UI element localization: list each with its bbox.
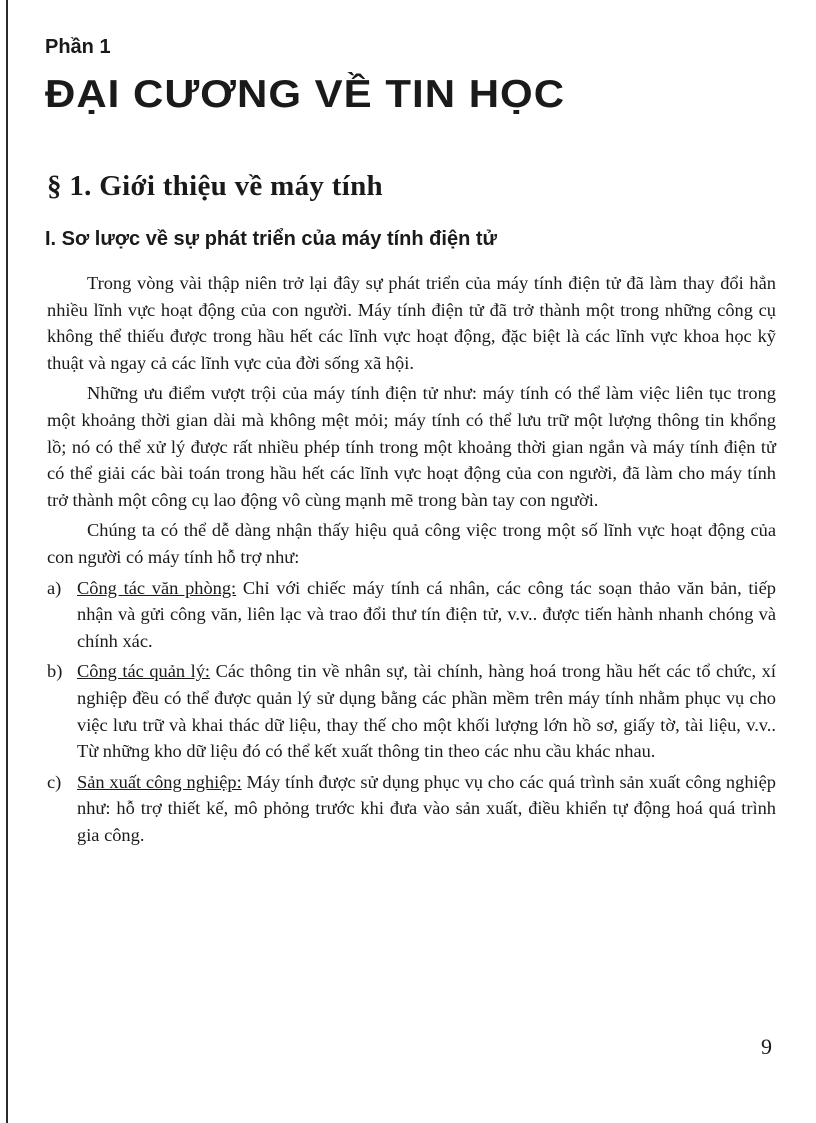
section-title: § 1. Giới thiệu về máy tính [47, 170, 383, 202]
page-number: 9 [761, 1034, 772, 1059]
list-text: Chỉ với chiếc máy tính cá nhân, các công tác soạn thảo văn bản, tiếp nhận và gửi công văn, liên lạc và trao đổi thư tín điện tử, v.v.. được tiến hành nhanh chóng và chính xác. [77, 577, 776, 651]
subsection-title: I. Sơ lược về sự phát triển của máy tính điện tử [45, 228, 497, 250]
chapter-title: ĐẠI CƯƠNG VỀ TIN HỌC [45, 72, 566, 116]
list-item-office-work [47, 575, 776, 655]
paragraph-applications: Chúng ta có thể dễ dàng nhận thấy hiệu quả công việc trong một số lĩnh vực hoạt động của con người có máy tính hỗ trợ như: [47, 520, 776, 567]
list-item-management [47, 658, 776, 764]
list-term: Sản xuất công nghiệp: [77, 771, 242, 792]
list-text: Các thông tin về nhân sự, tài chính, hàng hoá trong hầu hết các tổ chức, xí nghiệp đều có thể được quản lý sử dụng bằng các phần mềm trên máy tính nhằm phục vụ cho việc lưu trữ và khai thác dữ liệu, thay thế cho một khối lượng lớn hồ sơ, giấy tờ, tài liệu, v.v.. Từ những kho dữ liệu đó có thể kết xuất thông tin theo các nhu cầu khác nhau. [77, 661, 776, 762]
list-marker: c) [47, 771, 62, 792]
page-edge-line [6, 0, 8, 1123]
list-marker: b) [47, 661, 63, 682]
list-term: Công tác văn phòng: [77, 577, 237, 598]
list-text: Máy tính được sử dụng phục vụ cho các quá trình sản xuất công nghiệp như: hỗ trợ thiết kế, mô phỏng trước khi đưa vào sản xuất, điều khiển tự động hoá quá trình gia công. [77, 771, 776, 845]
list-marker: a) [47, 577, 62, 598]
list-item-industrial-production [47, 769, 776, 849]
body-text [47, 270, 776, 852]
list-term: Công tác quản lý: [77, 661, 211, 682]
part-label: Phần 1 [45, 36, 111, 58]
paragraph-intro: Trong vòng vài thập niên trở lại đây sự phát triển của máy tính điện tử đã làm thay đổi hẳn nhiều lĩnh vực hoạt động của con người. Máy tính điện tử đã trở thành một trong những công cụ không thể thiếu được trong hầu hết các lĩnh vực hoạt động, đặc biệt là các lĩnh vực khoa học kỹ thuật và ngay cả các lĩnh vực của đời sống xã hội. [47, 273, 776, 373]
paragraph-advantages: Những ưu điểm vượt trội của máy tính điện tử như: máy tính có thể làm việc liên tục trong một khoảng thời gian dài mà không mệt mỏi; máy tính có thể lưu trữ một lượng thông tin khổng lồ; nó có thể xử lý được rất nhiều phép tính trong một khoảng thời gian ngắn và máy tính điện tử có thể giải các bài toán trong hầu hết các lĩnh vực hoạt động của con người, đã làm cho máy tính trở thành một công cụ lao động vô cùng mạnh mẽ trong bàn tay con người. [47, 383, 776, 510]
